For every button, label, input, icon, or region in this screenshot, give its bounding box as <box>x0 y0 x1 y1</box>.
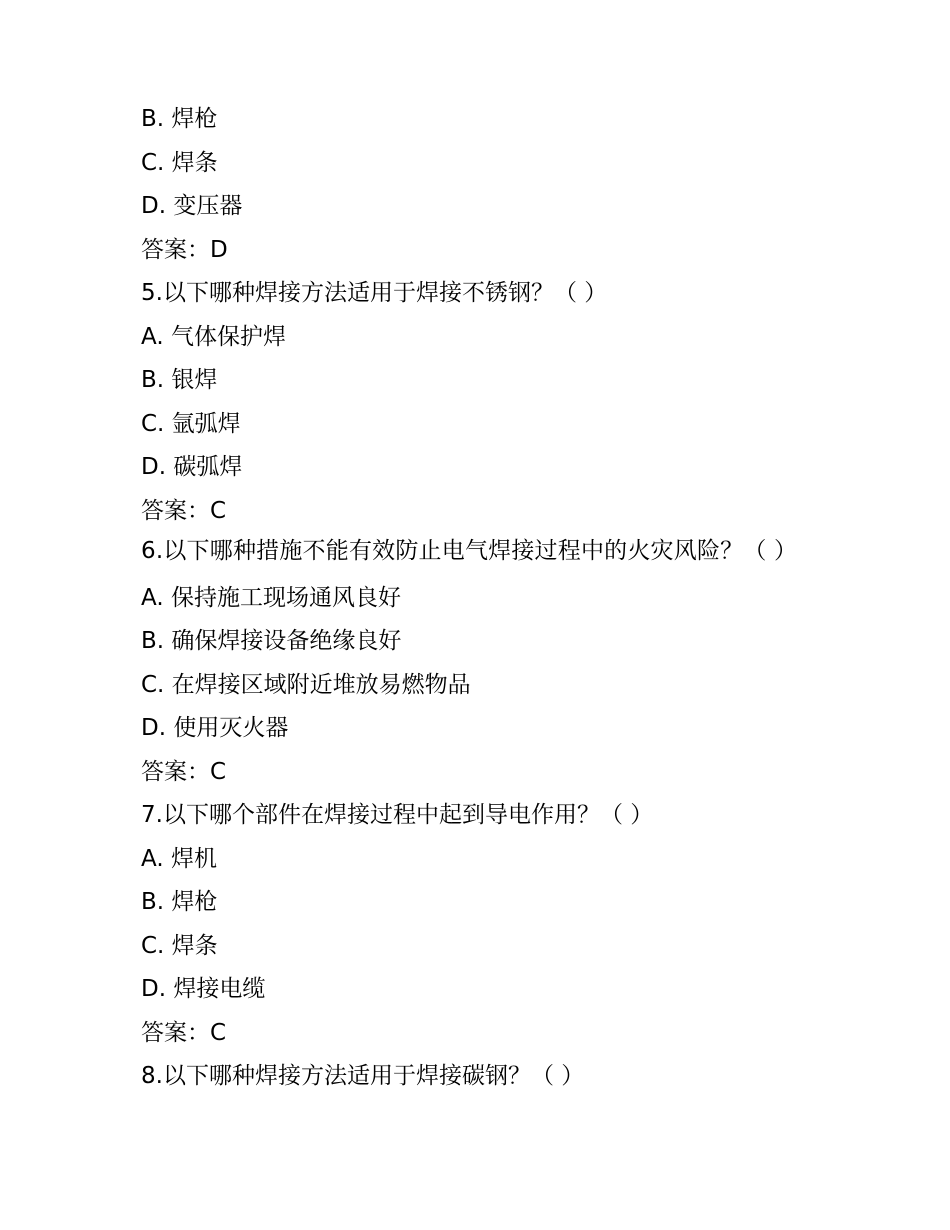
option-line: C. 焊条 <box>141 932 218 959</box>
option-line: D. 焊接电缆 <box>141 976 266 1002</box>
option-line: C. 氩弧焊 <box>141 410 241 437</box>
answer-line: 答案：C <box>141 1019 227 1046</box>
option-line: A. 保持施工现场通风良好 <box>141 584 401 611</box>
option-line: D. 碳弧焊 <box>141 454 243 480</box>
question-line: 5.以下哪种焊接方法适用于焊接不锈钢？（ ） <box>141 280 608 306</box>
option-line: C. 在焊接区域附近堆放易燃物品 <box>141 671 471 698</box>
document-content <box>141 98 821 1099</box>
option-line: B. 银焊 <box>141 367 218 393</box>
option-line: B. 确保焊接设备绝缘良好 <box>141 628 402 654</box>
option-line: B. 焊枪 <box>141 889 218 915</box>
option-line: A. 气体保护焊 <box>141 323 286 350</box>
answer-line: 答案：C <box>141 758 227 785</box>
question-line: 6.以下哪种措施不能有效防止电气焊接过程中的火灾风险？（ ） <box>141 538 798 564</box>
answer-line: 答案：D <box>141 236 228 263</box>
question-line: 8.以下哪种焊接方法适用于焊接碳钢？（ ） <box>141 1063 585 1089</box>
answer-line: 答案：C <box>141 497 227 524</box>
option-line: A. 焊机 <box>141 845 217 872</box>
option-line: D. 使用灭火器 <box>141 715 289 741</box>
option-line: C. 焊条 <box>141 149 218 176</box>
option-line: D. 变压器 <box>141 193 243 219</box>
option-line: B. 焊枪 <box>141 106 218 132</box>
question-line: 7.以下哪个部件在焊接过程中起到导电作用？（ ） <box>141 802 654 828</box>
